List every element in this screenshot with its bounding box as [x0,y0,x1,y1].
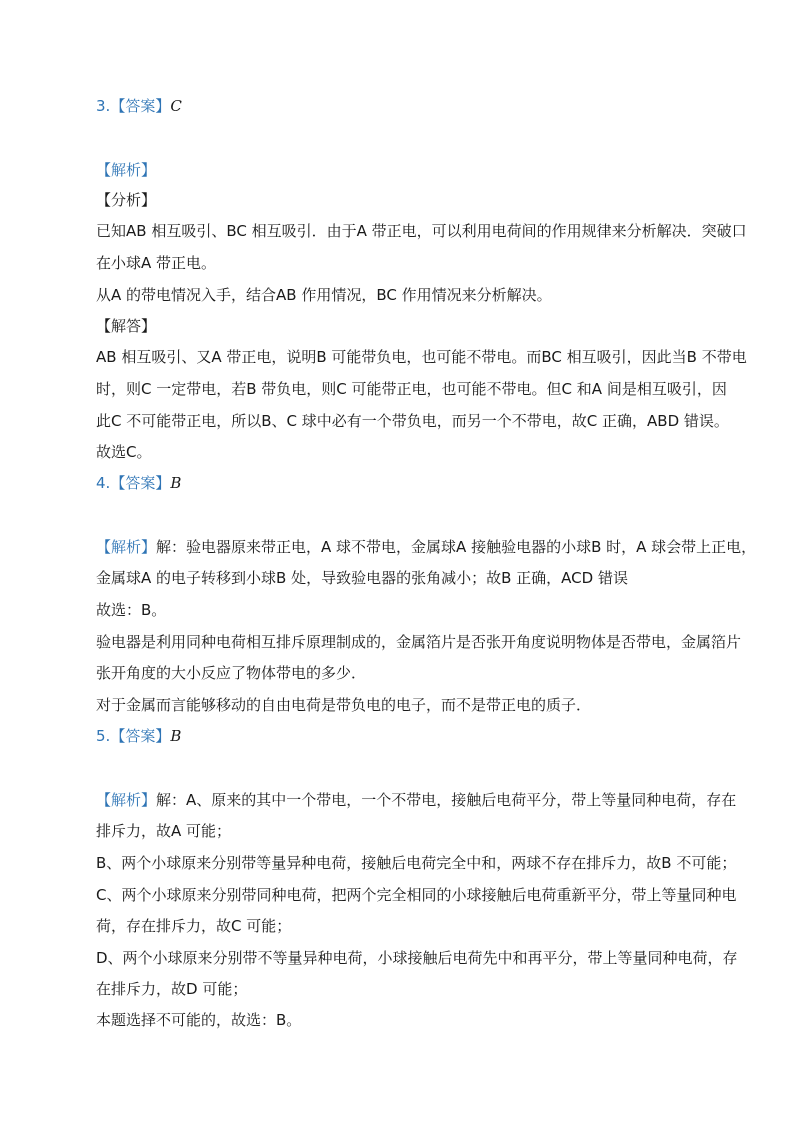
q3-fenxi-line: 从A 的带电情况入手，结合AB 作用情况，BC 作用情况来分析解决。 [96,286,552,304]
q4-analysis-line: 张开角度的大小反应了物体带电的多少． [96,664,367,682]
q5-analysis-text: 解：A、原来的其中一个带电，一个不带电，接触后电荷平分，带上等量同种电荷，存在 [156,791,737,809]
q4-number: 4. [96,474,111,492]
q3-analysis-tag: 【解析】 [96,161,157,179]
q4-analysis-line: 金属球A 的电子转移到小球B 处，导致验电器的张角减小；故B 正确，ACD 错误 [96,569,628,587]
q4-analysis-line: 验电器是利用同种电荷相互排斥原理制成的，金属箔片是否张开角度说明物体是否带电，金属箔片 [96,633,742,651]
q5-number: 5. [96,727,111,745]
q4-analysis-line [96,537,756,557]
q5-analysis-line: 本题选择不可能的，故选：B。 [96,1011,302,1029]
q5-answer-tag: 【答案】 [110,727,171,745]
q3-jieda-line: 此C 不可能带正电，所以B、C 球中必有一个带负电，而另一个不带电，故C 正确，ABD 错误。 [96,412,729,430]
q3-number: 3. [96,97,111,115]
q4-answer-tag: 【答案】 [110,474,171,492]
q3-fenxi-tag: 【分析】 [96,191,157,209]
q4-analysis-text: 解：验电器原来带正电，A 球不带电，金属球A 接触验电器的小球B 时，A 球会带上正电， [156,538,757,556]
q4-answer-line [96,473,181,493]
q5-analysis-line: B、两个小球原来分别带等量异种电荷，接触后电荷完全中和，两球不存在排斥力，故B 不可能； [96,854,737,872]
q3-answer: C [170,97,182,115]
q3-fenxi-line: 已知AB 相互吸引、BC 相互吸引．由于A 带正电，可以利用电荷间的作用规律来分析解决．突破口 [96,222,747,240]
q5-answer-line [96,726,181,746]
q5-analysis-line [96,790,736,810]
q4-analysis-line: 对于金属而言能够移动的自由电荷是带负电的电子，而不是带正电的质子． [96,696,592,714]
q3-jieda-tag: 【解答】 [96,317,157,335]
q3-jieda-line: AB 相互吸引、又A 带正电，说明B 可能带负电，也可能不带电。而BC 相互吸引，因此当B 不带电 [96,348,747,366]
q5-answer: B [170,727,182,745]
q3-jieda-line: 时，则C 一定带电，若B 带负电，则C 可能带正电，也可能不带电。但C 和A 间是相互吸引，因 [96,380,727,398]
q5-analysis-line: 排斥力，故A 可能； [96,822,232,840]
q5-analysis-line: C、两个小球原来分别带同种电荷，把两个完全相同的小球接触后电荷重新平分，带上等量同种电 [96,886,737,904]
q5-analysis-line: 荷，存在排斥力，故C 可能； [96,917,292,935]
q4-analysis-line: 故选：B。 [96,601,167,619]
q3-jieda-line: 故选C。 [96,443,152,461]
q5-analysis-line: 在排斥力，故D 可能； [96,980,248,998]
q3-answer-line [96,96,182,116]
q3-answer-tag: 【答案】 [110,97,171,115]
q4-answer: B [170,474,182,492]
q3-fenxi-line: 在小球A 带正电。 [96,254,217,272]
q5-analysis-tag: 【解析】 [96,791,157,809]
q5-analysis-line: D、两个小球原来分别带不等量异种电荷，小球接触后电荷先中和再平分，带上等量同种电荷，存 [96,949,738,967]
q4-analysis-tag: 【解析】 [96,538,157,556]
